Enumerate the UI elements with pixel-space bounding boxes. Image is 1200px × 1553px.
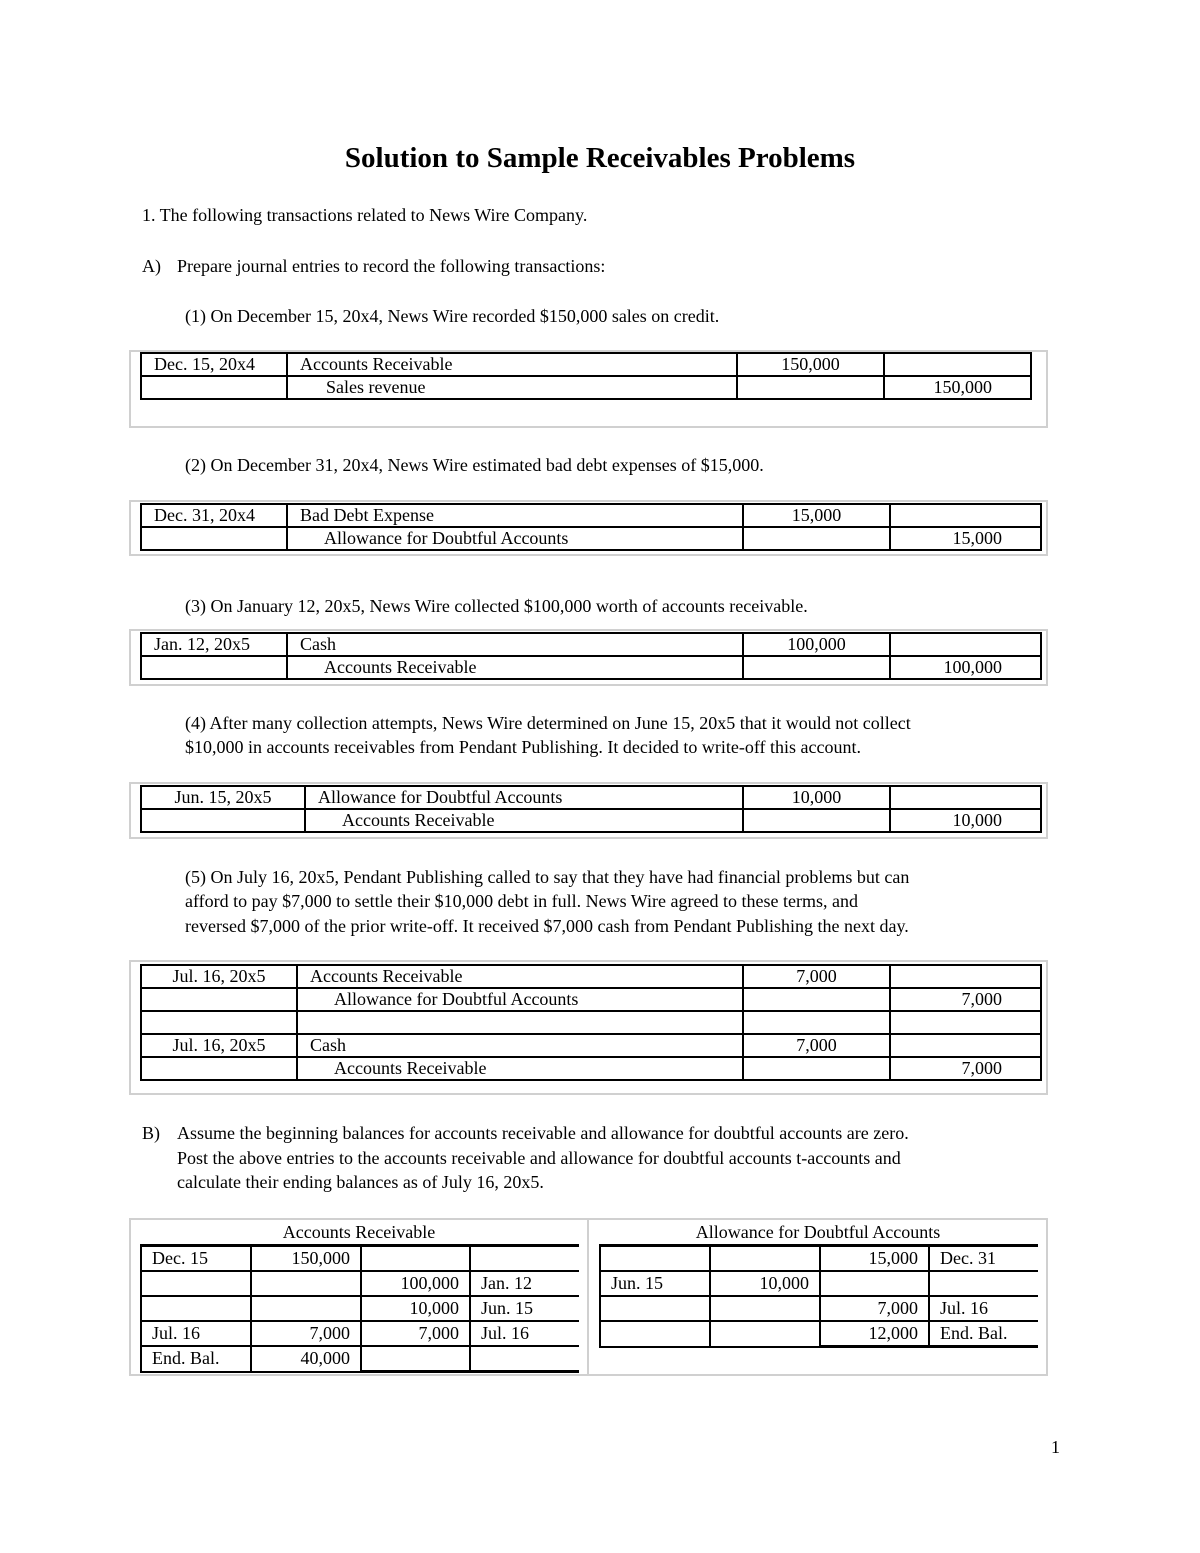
credit-date: Jul. 16 [470, 1321, 579, 1346]
t-account-row [141, 1246, 579, 1272]
entry-account: Accounts Receivable [297, 1057, 743, 1080]
entry-debit [743, 1057, 890, 1080]
entry-date: Jan. 12, 20x5 [141, 633, 287, 656]
debit-date: Jun. 15 [600, 1271, 710, 1296]
debit-amount [710, 1246, 820, 1272]
entry-debit: 7,000 [743, 1034, 890, 1057]
entry-date: Dec. 15, 20x4 [141, 353, 287, 376]
entry-date [141, 376, 287, 399]
transaction-3-text: (3) On January 12, 20x5, News Wire collected $100,000 worth of accounts receivable. [185, 596, 808, 616]
credit-date: Jul. 16 [929, 1296, 1038, 1321]
debit-date [141, 1296, 251, 1321]
credit-amount: 12,000 [820, 1321, 929, 1347]
entry-account: Accounts Receivable [297, 965, 743, 988]
entry-date [141, 527, 287, 550]
entry-date: Dec. 31, 20x4 [141, 504, 287, 527]
entry-debit [743, 1011, 890, 1034]
t-account-row [141, 1271, 579, 1296]
transaction-4-text-line-1: (4) After many collection attempts, News Wire determined on June 15, 20x5 that it would not collect [185, 713, 911, 733]
debit-amount [710, 1321, 820, 1347]
credit-amount [820, 1271, 929, 1296]
part-a-text: Prepare journal entries to record the following transactions: [177, 256, 606, 276]
ar-t-account-title: Accounts Receivable [282, 1222, 436, 1242]
credit-date [929, 1271, 1038, 1296]
entry-credit: 150,000 [884, 376, 1031, 399]
journal-row [141, 1057, 1041, 1080]
debit-amount: 7,000 [251, 1321, 361, 1346]
afda-t-account-table [599, 1244, 1038, 1348]
entry-credit: 15,000 [890, 527, 1041, 550]
part-b-label: B) [142, 1123, 160, 1143]
entry-account: Accounts Receivable [287, 353, 737, 376]
entry-account: Cash [287, 633, 743, 656]
credit-amount: 100,000 [361, 1271, 470, 1296]
part-a-label: A) [142, 256, 161, 276]
entry-credit: 100,000 [890, 656, 1041, 679]
part-b-text-line-2: Post the above entries to the accounts receivable and allowance for doubtful accounts t-accounts and [177, 1148, 901, 1168]
transaction-2-text: (2) On December 31, 20x4, News Wire estimated bad debt expenses of $15,000. [185, 455, 764, 475]
t-account-row [141, 1296, 579, 1321]
journal-table-2 [140, 503, 1042, 551]
entry-credit: 7,000 [890, 1057, 1041, 1080]
journal-row [141, 527, 1041, 550]
entry-account: Accounts Receivable [305, 809, 743, 832]
entry-date [141, 1011, 297, 1034]
entry-date [141, 656, 287, 679]
transaction-5-text-line-1: (5) On July 16, 20x5, Pendant Publishing called to say that they have had financial problems but can [185, 867, 910, 887]
journal-table-5 [140, 964, 1042, 1081]
entry-date [141, 988, 297, 1011]
entry-credit: 7,000 [890, 988, 1041, 1011]
debit-date [600, 1321, 710, 1347]
entry-account: Allowance for Doubtful Accounts [305, 786, 743, 809]
journal-row [141, 786, 1041, 809]
credit-amount: 15,000 [820, 1246, 929, 1272]
entry-debit: 150,000 [737, 353, 884, 376]
debit-date [600, 1246, 710, 1272]
part-b-text-line-3: calculate their ending balances as of July 16, 20x5. [177, 1172, 544, 1192]
entry-account: Sales revenue [287, 376, 737, 399]
credit-amount [361, 1246, 470, 1272]
journal-row [141, 353, 1031, 376]
credit-amount: 10,000 [361, 1296, 470, 1321]
t-account-row [600, 1296, 1038, 1321]
entry-account: Cash [297, 1034, 743, 1057]
entry-debit: 15,000 [743, 504, 890, 527]
debit-date [141, 1271, 251, 1296]
journal-row [141, 988, 1041, 1011]
debit-amount [251, 1271, 361, 1296]
entry-debit: 7,000 [743, 965, 890, 988]
journal-table-1 [140, 352, 1032, 400]
credit-date: Jan. 12 [470, 1271, 579, 1296]
entry-date: Jul. 16, 20x5 [141, 1034, 297, 1057]
entry-credit [890, 965, 1041, 988]
t-account-row [141, 1346, 579, 1372]
debit-amount: 40,000 [251, 1346, 361, 1372]
entry-debit [743, 809, 890, 832]
transaction-1-text: (1) On December 15, 20x4, News Wire recorded $150,000 sales on credit. [185, 306, 720, 326]
journal-row [141, 633, 1041, 656]
entry-debit [743, 988, 890, 1011]
t-accounts-divider [587, 1220, 589, 1374]
entry-credit [884, 353, 1031, 376]
part-b-text-line-1: Assume the beginning balances for accounts receivable and allowance for doubtful accounts are zero. [177, 1123, 909, 1143]
credit-date: End. Bal. [929, 1321, 1038, 1347]
debit-date [600, 1296, 710, 1321]
debit-amount: 150,000 [251, 1246, 361, 1272]
journal-table-3 [140, 632, 1042, 680]
entry-account: Accounts Receivable [287, 656, 743, 679]
entry-debit [743, 527, 890, 550]
journal-row [141, 504, 1041, 527]
credit-date: Jun. 15 [470, 1296, 579, 1321]
credit-date [470, 1246, 579, 1272]
entry-credit: 10,000 [890, 809, 1041, 832]
entry-date: Jul. 16, 20x5 [141, 965, 297, 988]
entry-credit [890, 1011, 1041, 1034]
debit-amount [251, 1296, 361, 1321]
t-account-row [141, 1321, 579, 1346]
entry-credit [890, 1034, 1041, 1057]
entry-account: Allowance for Doubtful Accounts [287, 527, 743, 550]
journal-row [141, 1034, 1041, 1057]
debit-amount: 10,000 [710, 1271, 820, 1296]
debit-date: End. Bal. [141, 1346, 251, 1372]
entry-account: Bad Debt Expense [287, 504, 743, 527]
entry-account [297, 1011, 743, 1034]
credit-date: Dec. 31 [929, 1246, 1038, 1272]
journal-row [141, 1011, 1041, 1034]
debit-date: Jul. 16 [141, 1321, 251, 1346]
journal-row [141, 376, 1031, 399]
afda-t-account-title: Allowance for Doubtful Accounts [695, 1222, 941, 1242]
credit-amount: 7,000 [361, 1321, 470, 1346]
transaction-5-text-line-3: reversed $7,000 of the prior write-off. It received $7,000 cash from Pendant Publishing the next day. [185, 916, 909, 936]
entry-debit [737, 376, 884, 399]
entry-credit [890, 504, 1041, 527]
entry-account: Allowance for Doubtful Accounts [297, 988, 743, 1011]
entry-date [141, 1057, 297, 1080]
credit-date [470, 1346, 579, 1372]
entry-debit: 10,000 [743, 786, 890, 809]
ar-t-account-table [140, 1244, 579, 1373]
journal-row [141, 965, 1041, 988]
entry-debit [743, 656, 890, 679]
transaction-4-text-line-2: $10,000 in accounts receivables from Pendant Publishing. It decided to write-off this account. [185, 737, 862, 757]
entry-date [141, 809, 305, 832]
journal-row [141, 656, 1041, 679]
entry-credit [890, 786, 1041, 809]
entry-debit: 100,000 [743, 633, 890, 656]
transaction-5-text-line-2: afford to pay $7,000 to settle their $10,000 debt in full. News Wire agreed to these terms, and [185, 891, 858, 911]
page-number: 1 [1051, 1437, 1060, 1457]
credit-amount [361, 1346, 470, 1372]
credit-amount: 7,000 [820, 1296, 929, 1321]
intro-text: 1. The following transactions related to News Wire Company. [142, 205, 588, 225]
debit-amount [710, 1296, 820, 1321]
debit-date: Dec. 15 [141, 1246, 251, 1272]
entry-date: Jun. 15, 20x5 [141, 786, 305, 809]
t-account-row [600, 1271, 1038, 1296]
journal-table-4 [140, 785, 1042, 833]
page-title: Solution to Sample Receivables Problems [344, 142, 856, 174]
entry-credit [890, 633, 1041, 656]
t-account-row [600, 1246, 1038, 1272]
journal-row [141, 809, 1041, 832]
t-account-row [600, 1321, 1038, 1347]
